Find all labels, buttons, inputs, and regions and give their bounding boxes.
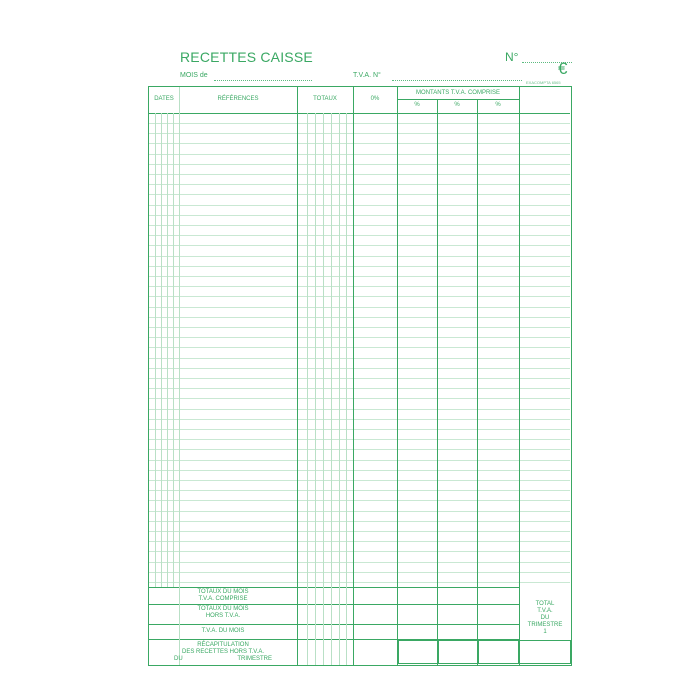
recap-box-1[interactable] — [398, 640, 438, 664]
ledger-row-line — [149, 215, 570, 216]
ledger-row-line — [149, 388, 570, 389]
ledger-row-line — [149, 347, 570, 348]
recap-box-2[interactable] — [438, 640, 478, 664]
ledger-row-line — [149, 439, 570, 440]
ledger-row-line — [149, 133, 570, 134]
ledger-row-line — [149, 194, 570, 195]
ledger-row-line — [149, 245, 570, 246]
footer-recap-trimestre: TRIMESTRE — [237, 656, 272, 662]
dates-subcolumn-line — [173, 113, 174, 587]
ledger-row-line — [149, 582, 570, 583]
col-header-zero-pct: 0% — [370, 96, 380, 102]
ledger-row-line — [149, 123, 570, 124]
ledger-row-line — [149, 572, 570, 573]
ledger-row-line — [149, 429, 570, 430]
ledger-table — [148, 86, 572, 666]
total-line3: DU — [540, 615, 550, 621]
footer-rule — [149, 624, 519, 625]
dates-subcolumn-line — [155, 113, 156, 587]
ledger-row-line — [149, 143, 570, 144]
ledger-row-line — [149, 296, 570, 297]
col-header-pct-1: % — [414, 102, 420, 108]
footer-totaux-ttc — [149, 589, 297, 603]
ledger-row-line — [149, 378, 570, 379]
col-header-totaux: TOTAUX — [313, 96, 337, 102]
ledger-row-line — [149, 225, 570, 226]
ledger-row-line — [149, 317, 570, 318]
montants-group-rule — [397, 99, 519, 100]
col-header-references: RÉFÉRENCES — [217, 96, 259, 102]
tva-number-field[interactable] — [392, 80, 522, 81]
montants-end-column-line — [519, 87, 520, 665]
totaux-column-line — [353, 87, 354, 665]
col-header-dates: DATES — [154, 96, 174, 102]
references-column-line — [297, 87, 298, 665]
dates-column-line — [179, 87, 180, 665]
dates-subcolumn-line — [161, 113, 162, 587]
ledger-row-line — [149, 337, 570, 338]
ledger-row-line — [149, 368, 570, 369]
totaux-subcolumn-line — [346, 113, 347, 665]
reference-code: EXACOMPTA 6565 — [526, 80, 561, 85]
footer-recap-line3 — [149, 656, 297, 663]
total-line2: T.V.A. — [537, 608, 553, 614]
ledger-row-line — [149, 154, 570, 155]
pct-column-line — [477, 99, 478, 665]
dates-subcolumn-line — [167, 113, 168, 587]
footer-totaux-ttc-line1: TOTAUX DU MOIS — [197, 589, 249, 595]
footer-totaux-ttc-line2: T.V.A. COMPRISE — [198, 596, 248, 602]
ledger-row-line — [149, 551, 570, 552]
footer-tva-mois: T.V.A. DU MOIS — [201, 628, 245, 634]
totaux-subcolumn-line — [307, 113, 308, 665]
ledger-row-line — [149, 449, 570, 450]
ledger-row-line — [149, 398, 570, 399]
footer-totaux-ht — [149, 606, 297, 620]
col-header-pct-3: % — [495, 102, 501, 108]
ledger-row-line — [149, 266, 570, 267]
footer-rule — [149, 587, 519, 588]
ledger-row-line — [149, 409, 570, 410]
ledger-row-line — [149, 419, 570, 420]
footer-recap-line1: RÉCAPITULATION — [197, 642, 249, 648]
ledger-row-line — [149, 490, 570, 491]
ledger-row-line — [149, 500, 570, 501]
total-line1: TOTAL — [535, 601, 555, 607]
ledger-row-line — [149, 480, 570, 481]
ledger-row-line — [149, 470, 570, 471]
ledger-row-line — [149, 184, 570, 185]
footer-recap-du: DU — [174, 656, 183, 662]
mois-label: MOIS de — [180, 72, 208, 79]
totaux-subcolumn-line — [339, 113, 340, 665]
zero-pct-column-line — [397, 87, 398, 665]
ledger-row-line — [149, 276, 570, 277]
ledger-row-line — [149, 521, 570, 522]
ledger-row-line — [149, 256, 570, 257]
ledger-row-line — [149, 460, 570, 461]
header-bottom-rule — [149, 113, 570, 114]
ledger-row-line — [149, 531, 570, 532]
col-header-pct-2: % — [454, 102, 460, 108]
tva-label: T.V.A. N° — [353, 72, 381, 79]
numero-label: N° — [505, 50, 519, 64]
ledger-row-line — [149, 358, 570, 359]
ledger-row-line — [149, 205, 570, 206]
mois-field[interactable] — [214, 80, 312, 81]
totaux-subcolumn-line — [315, 113, 316, 665]
ledger-row-line — [149, 541, 570, 542]
ledger-row-line — [149, 164, 570, 165]
ledger-row-line — [149, 286, 570, 287]
totaux-subcolumn-line — [323, 113, 324, 665]
total-line5: 1 — [543, 629, 547, 635]
footer-recap-line2: DES RECETTES HORS T.V.A. — [181, 649, 265, 655]
footer-recap — [149, 642, 297, 663]
ledger-row-line — [149, 174, 570, 175]
totaux-subcolumn-line — [331, 113, 332, 665]
total-line4: TRIMESTRE — [527, 622, 563, 628]
footer-total-tva-trimestre — [519, 601, 571, 636]
euro-icon: € — [558, 59, 568, 78]
ledger-row-line — [149, 562, 570, 563]
col-header-montants: MONTANTS T.V.A. COMPRISE — [416, 90, 500, 96]
ledger-row-line — [149, 511, 570, 512]
recap-box-3[interactable] — [478, 640, 519, 664]
pct-column-line — [437, 99, 438, 665]
ledger-row-line — [149, 235, 570, 236]
ledger-row-line — [149, 307, 570, 308]
footer-rule — [149, 604, 519, 605]
footer-totaux-ht-line2: HORS T.V.A. — [205, 613, 241, 619]
ledger-row-line — [149, 327, 570, 328]
footer-totaux-ht-line1: TOTAUX DU MOIS — [197, 606, 249, 612]
recap-box-total[interactable] — [519, 640, 571, 664]
page-title: RECETTES CAISSE — [180, 49, 313, 65]
